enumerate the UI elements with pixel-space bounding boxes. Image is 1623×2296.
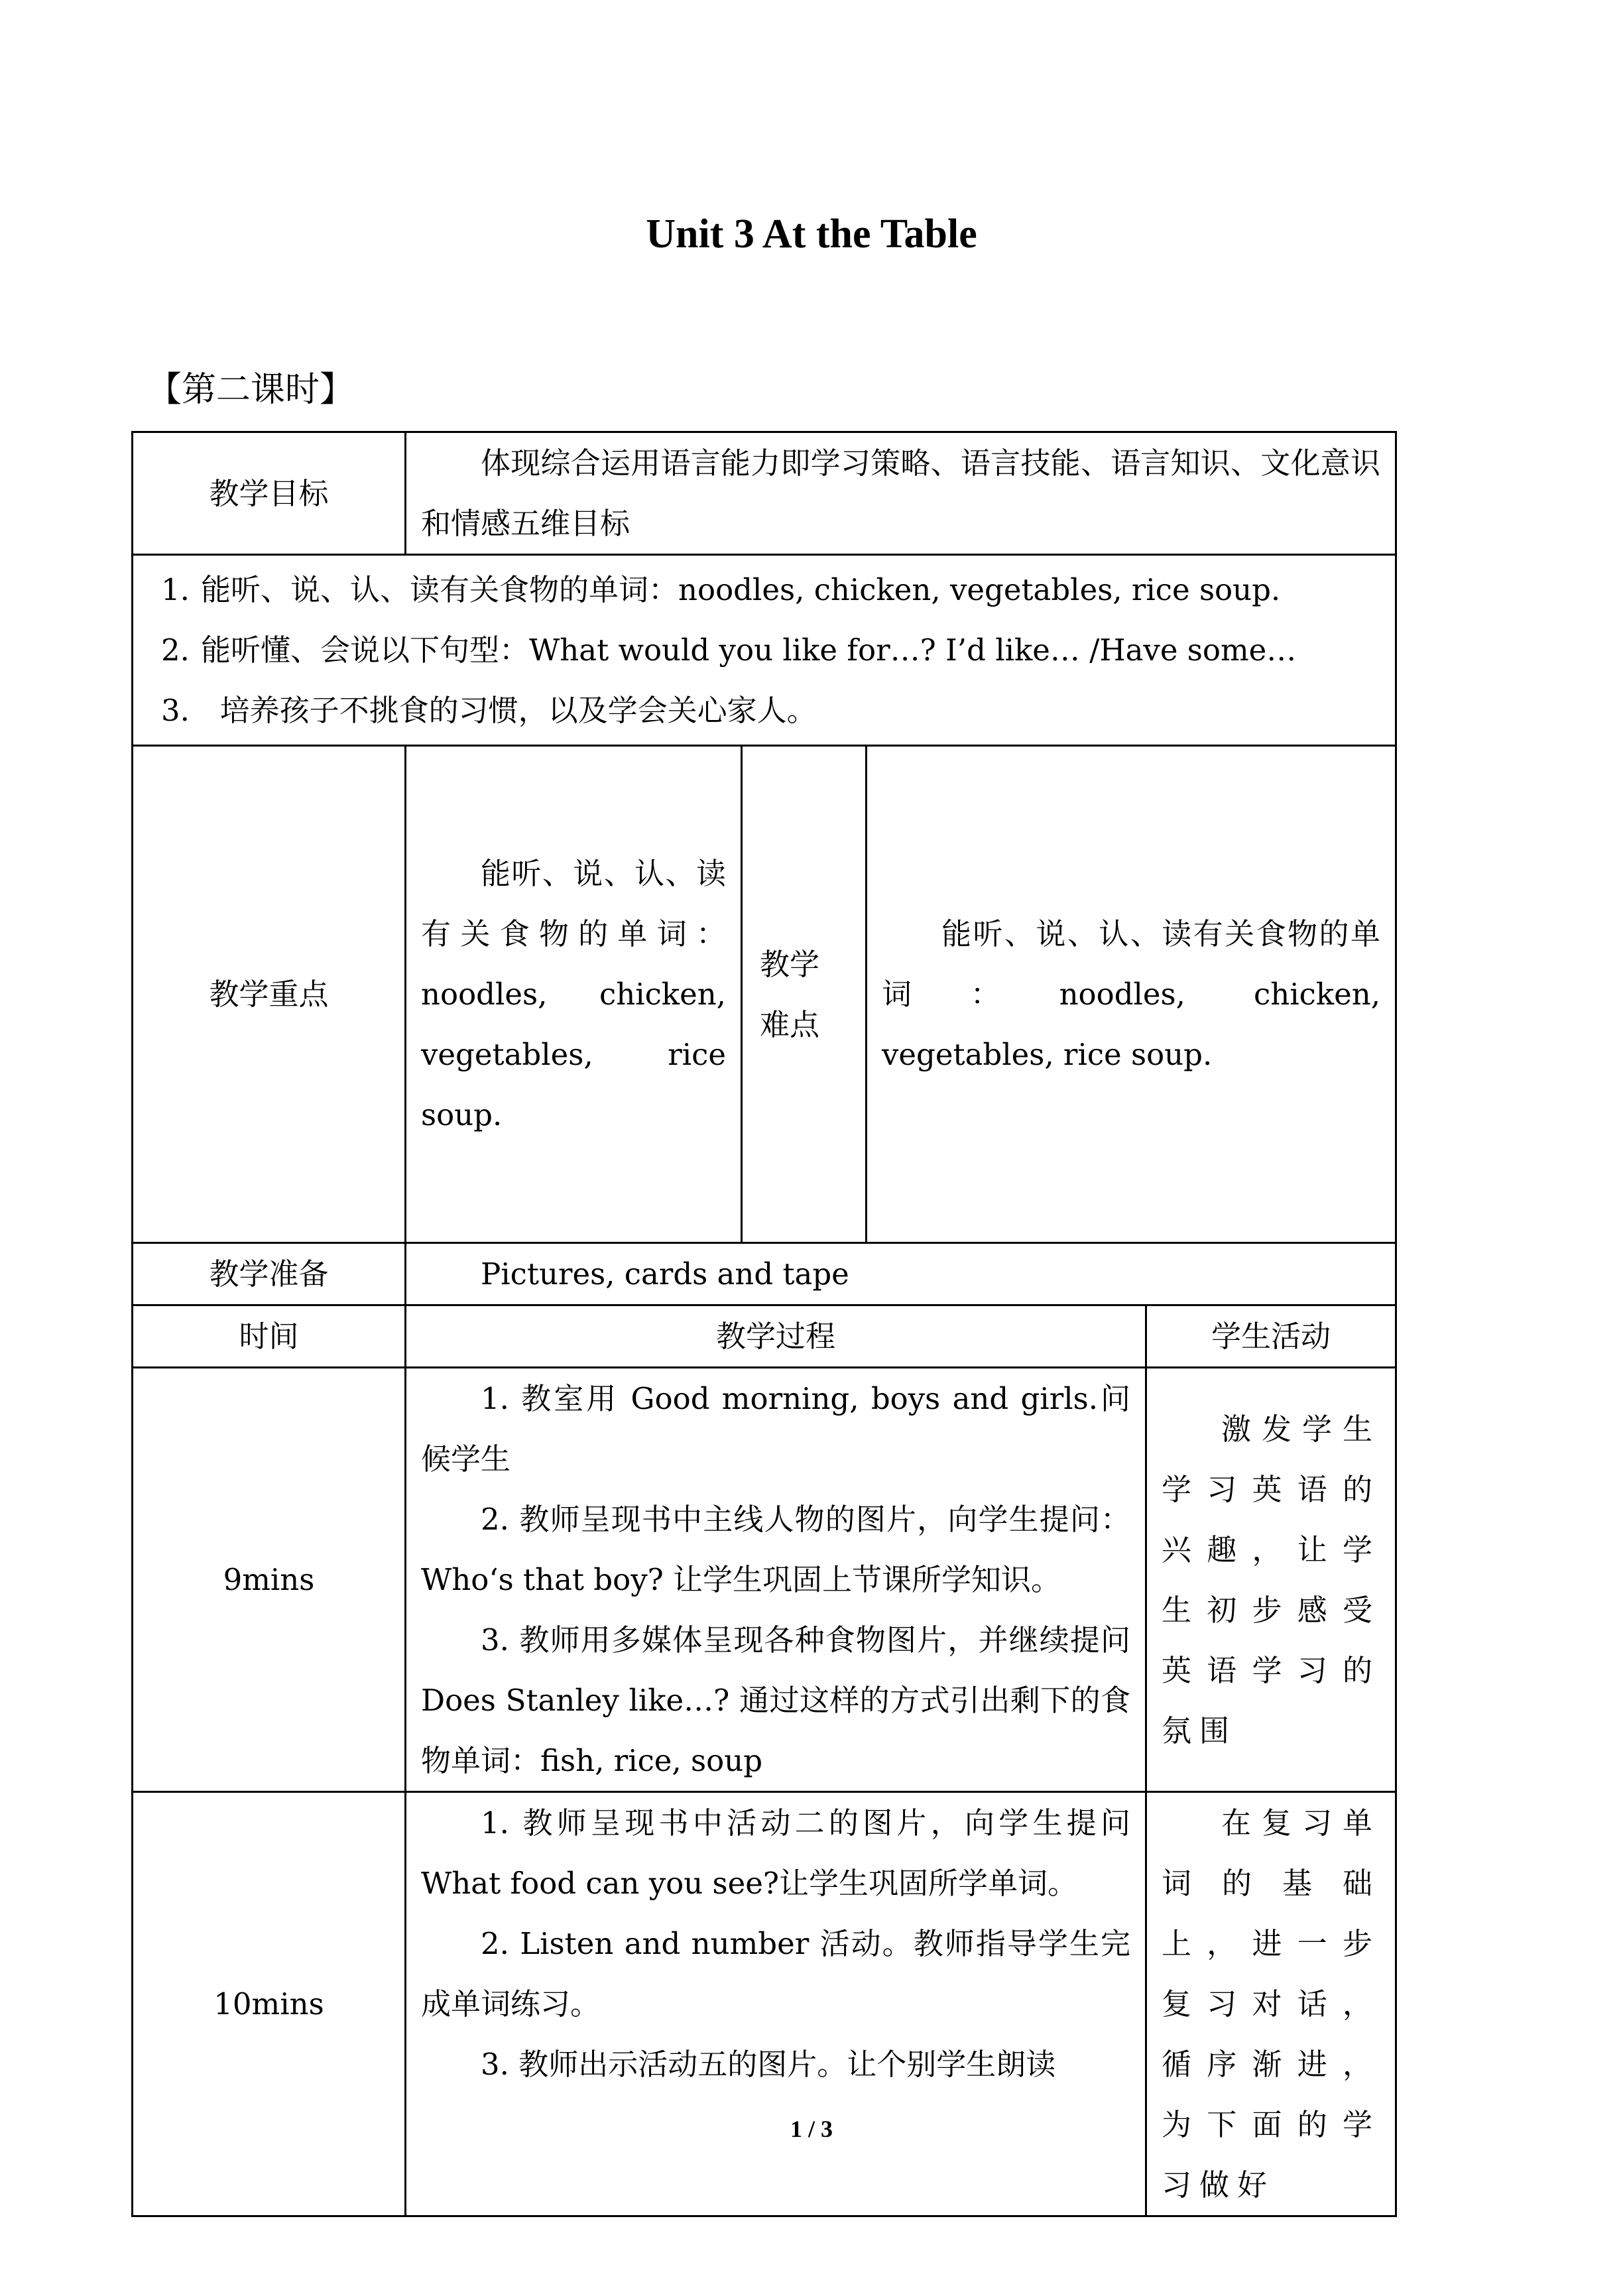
process-step: 1. 教室用 Good morning, boys and girls.问候学生 bbox=[421, 1381, 1130, 1477]
lesson-plan-table bbox=[131, 431, 1397, 2217]
objective-item: 3. 培养孩子不挑食的习惯，以及学会关心家人。 bbox=[161, 693, 817, 728]
header-student-activity: 学生活动 bbox=[1146, 1305, 1396, 1368]
header-time: 时间 bbox=[133, 1305, 406, 1368]
key-points-text: 能听、说、认、读有关食物的单词：noodles, chicken, vegetables, rice soup. bbox=[406, 746, 742, 1243]
objective-item: 2. 能听懂、会说以下句型：What would you like for…? I’d like… /Have some… bbox=[161, 633, 1297, 668]
process-steps bbox=[406, 1368, 1146, 1792]
preparation-text: Pictures, cards and tape bbox=[406, 1243, 1396, 1305]
process-step: 2. 教师呈现书中主线人物的图片，向学生提问：Who‘s that boy? 让学生巩固上节课所学知识。 bbox=[421, 1502, 1130, 1597]
student-activity: 在复习单词的基础上，进一步复习对话，循序渐进，为下面的学习做好 bbox=[1146, 1792, 1396, 2216]
process-step: 3. 教师出示活动五的图片。让个别学生朗读 bbox=[481, 2047, 1056, 2082]
objective-item: 1. 能听、说、认、读有关食物的单词：noodles, chicken, vegetables, rice soup. bbox=[161, 572, 1281, 607]
objectives-label: 教学目标 bbox=[133, 432, 406, 555]
preparation-label: 教学准备 bbox=[133, 1243, 406, 1305]
key-points-label: 教学重点 bbox=[133, 746, 406, 1243]
process-step: 2. Listen and number 活动。教师指导学生完成单词练习。 bbox=[421, 1926, 1130, 2022]
process-time: 9mins bbox=[133, 1368, 406, 1792]
student-activity: 激发学生学习英语的兴趣，让学生初步感受英语学习的氛围 bbox=[1146, 1368, 1396, 1792]
document-title: Unit 3 At the Table bbox=[646, 211, 977, 257]
difficulty-label: 教学难点 bbox=[742, 746, 867, 1243]
page-number: 1 / 3 bbox=[790, 2116, 833, 2142]
process-step: 1. 教师呈现书中活动二的图片，向学生提问 What food can you see?让学生巩固所学单词。 bbox=[421, 1805, 1130, 1901]
header-process: 教学过程 bbox=[406, 1305, 1146, 1368]
process-header-row bbox=[133, 1305, 1396, 1368]
process-step: 3. 教师用多媒体呈现各种食物图片，并继续提问 Does Stanley like…? 通过这样的方式引出剩下的食物单词：fish, rice, soup bbox=[421, 1622, 1130, 1778]
process-time: 10mins bbox=[133, 1792, 406, 2216]
objectives-list bbox=[133, 555, 1396, 746]
objectives-list-row bbox=[133, 555, 1396, 746]
difficulty-text: 能听、说、认、读有关食物的单词：noodles, chicken, vegetables, rice soup. bbox=[867, 746, 1396, 1243]
preparation-row bbox=[133, 1243, 1396, 1305]
objectives-summary: 体现综合运用语言能力即学习策略、语言技能、语言知识、文化意识和情感五维目标 bbox=[406, 432, 1396, 555]
process-row bbox=[133, 1368, 1396, 1792]
process-row bbox=[133, 1792, 1396, 2216]
key-points-row bbox=[133, 746, 1396, 1243]
lesson-label: 【第二课时】 bbox=[147, 370, 355, 410]
process-steps bbox=[406, 1792, 1146, 2216]
objectives-row bbox=[133, 432, 1396, 555]
